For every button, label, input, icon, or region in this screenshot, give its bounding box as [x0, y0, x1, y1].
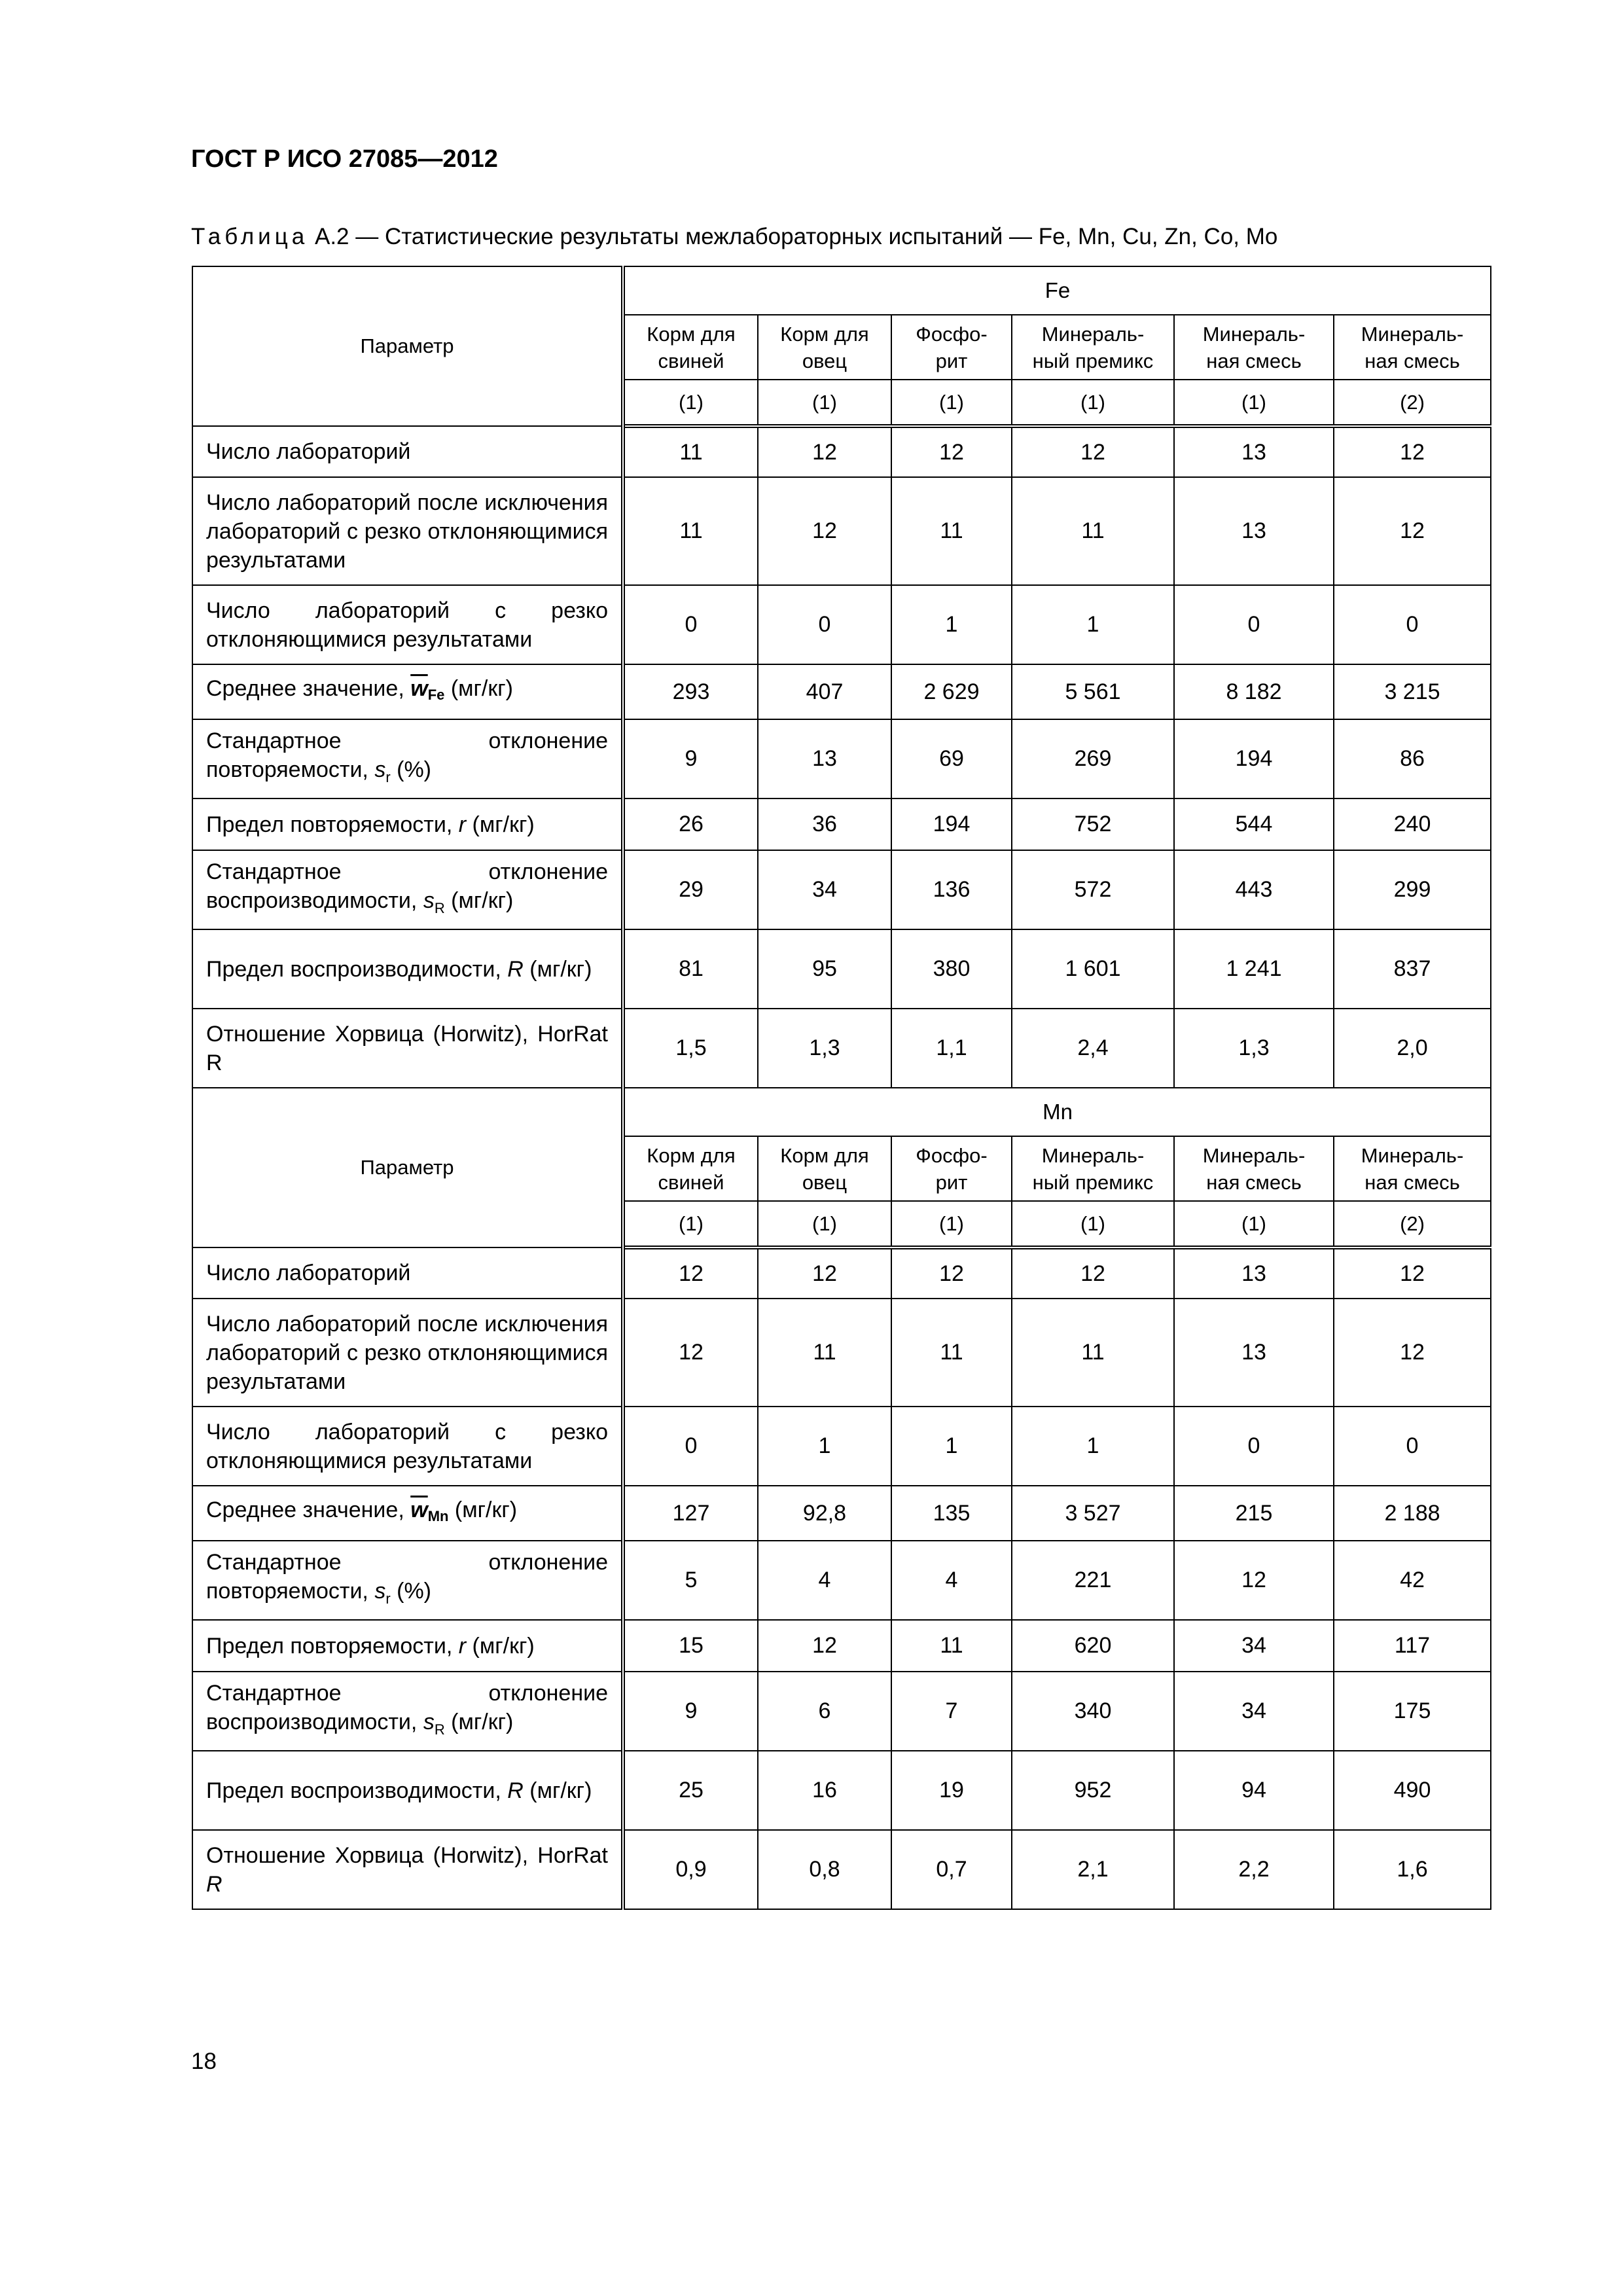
- value-cell: 94: [1174, 1751, 1334, 1830]
- value-cell: 221: [1012, 1541, 1174, 1620]
- value-cell: 0: [758, 585, 891, 664]
- value-cell: 4: [891, 1541, 1012, 1620]
- value-cell: 0: [1334, 1407, 1491, 1486]
- value-cell: 752: [1012, 798, 1174, 850]
- row-horrat: [192, 1830, 1491, 1909]
- value-cell: 11: [623, 426, 758, 477]
- sample-number: (1): [891, 1201, 1012, 1247]
- row-label: Стандартное отклонение повторяемости, $s_r$ (%): [192, 1541, 623, 1620]
- row-mean: [192, 664, 1491, 719]
- value-cell: 5: [623, 1541, 758, 1620]
- value-cell: 1 601: [1012, 929, 1174, 1009]
- mn-section: [192, 1088, 1491, 1909]
- sample-number: (1): [1174, 1201, 1334, 1247]
- value-cell: 340: [1012, 1672, 1174, 1751]
- row-after-exclusion: [192, 1299, 1491, 1407]
- value-cell: 15: [623, 1620, 758, 1672]
- value-cell: 1: [891, 585, 1012, 664]
- value-cell: 13: [758, 719, 891, 798]
- value-cell: 3 215: [1334, 664, 1491, 719]
- value-cell: 0: [1174, 1407, 1334, 1486]
- value-cell: 1: [1012, 1407, 1174, 1486]
- value-cell: 13: [1174, 477, 1334, 585]
- sample-header: Фосфо- рит: [891, 315, 1012, 380]
- value-cell: 1 241: [1174, 929, 1334, 1009]
- value-cell: 194: [1174, 719, 1334, 798]
- value-cell: 1,3: [1174, 1009, 1334, 1088]
- value-cell: 12: [758, 1620, 891, 1672]
- sample-header: Корм для свиней: [623, 1136, 758, 1201]
- sample-number: (1): [623, 1201, 758, 1247]
- element-subscript: Fe: [427, 687, 445, 703]
- row-label: Число лабораторий: [192, 426, 623, 477]
- row-label: Число лабораторий после исключения лабораторий с резко отклоняющимися результатами: [192, 477, 623, 585]
- caption-prefix: Таблица: [191, 224, 309, 249]
- sample-number: (1): [1012, 380, 1174, 426]
- sample-number: (1): [891, 380, 1012, 426]
- value-cell: 2,1: [1012, 1830, 1174, 1909]
- element-header: Fe: [623, 266, 1491, 315]
- value-cell: 12: [623, 1299, 758, 1407]
- value-cell: 25: [623, 1751, 758, 1830]
- row-reproducibility-limit: [192, 1751, 1491, 1830]
- value-cell: 12: [1012, 1247, 1174, 1299]
- value-cell: 34: [1174, 1672, 1334, 1751]
- sample-header: Минераль- ный премикс: [1012, 315, 1174, 380]
- sample-number: (1): [623, 380, 758, 426]
- row-outliers: [192, 1407, 1491, 1486]
- row-outliers: [192, 585, 1491, 664]
- value-cell: 7: [891, 1672, 1012, 1751]
- row-repeatability-sd: [192, 1541, 1491, 1620]
- sample-number: (2): [1334, 1201, 1491, 1247]
- value-cell: 13: [1174, 1299, 1334, 1407]
- mean-symbol: $\overline{w}$: [410, 676, 428, 701]
- value-cell: 12: [623, 1247, 758, 1299]
- value-cell: 13: [1174, 426, 1334, 477]
- value-cell: 407: [758, 664, 891, 719]
- row-label: Число лабораторий с резко отклоняющимися результатами: [192, 585, 623, 664]
- sample-header: Корм для овец: [758, 1136, 891, 1201]
- row-label: Стандартное отклонение повторяемости, $s_r$ (%): [192, 719, 623, 798]
- caption-text: А.2 — Статистические результаты межлабораторных испытаний — Fe, Mn, Cu, Zn, Co, Mo: [314, 224, 1278, 249]
- value-cell: 95: [758, 929, 891, 1009]
- row-label: Предел повторяемости, r (мг/кг): [192, 798, 623, 850]
- sample-header: Минераль- ная смесь: [1174, 1136, 1334, 1201]
- element-header: Mn: [623, 1088, 1491, 1136]
- value-cell: 42: [1334, 1541, 1491, 1620]
- sample-number: (1): [758, 380, 891, 426]
- value-cell: 1: [1012, 585, 1174, 664]
- row-label: Предел воспроизводимости, R (мг/кг): [192, 1751, 623, 1830]
- row-reproducibility-sd: [192, 1672, 1491, 1751]
- value-cell: 240: [1334, 798, 1491, 850]
- value-cell: 135: [891, 1486, 1012, 1541]
- value-cell: 16: [758, 1751, 891, 1830]
- row-label: Среднее значение, $\overline{w}Mn$ (мг/кг): [192, 1486, 623, 1541]
- table-caption: [191, 224, 1277, 250]
- value-cell: 380: [891, 929, 1012, 1009]
- sample-header: Минераль- ный премикс: [1012, 1136, 1174, 1201]
- value-cell: 117: [1334, 1620, 1491, 1672]
- value-cell: 0,8: [758, 1830, 891, 1909]
- value-cell: 12: [1334, 1299, 1491, 1407]
- value-cell: 0,9: [623, 1830, 758, 1909]
- statistics-table: [192, 266, 1491, 1910]
- row-label: Отношение Хорвица (Horwitz), HorRat R: [192, 1830, 623, 1909]
- value-cell: 572: [1012, 850, 1174, 929]
- row-horrat: [192, 1009, 1491, 1088]
- value-cell: 11: [758, 1299, 891, 1407]
- row-label: Среднее значение, $\overline{w}Fe$ (мг/кг): [192, 664, 623, 719]
- fe-section: [192, 266, 1491, 1088]
- value-cell: 86: [1334, 719, 1491, 798]
- value-cell: 1,6: [1334, 1830, 1491, 1909]
- value-cell: 12: [758, 426, 891, 477]
- row-num-labs: [192, 426, 1491, 477]
- value-cell: 0: [1174, 585, 1334, 664]
- sample-header: Минераль- ная смесь: [1174, 315, 1334, 380]
- parameter-header: Параметр: [192, 266, 623, 426]
- value-cell: 29: [623, 850, 758, 929]
- value-cell: 92,8: [758, 1486, 891, 1541]
- value-cell: 12: [1334, 1247, 1491, 1299]
- value-cell: 215: [1174, 1486, 1334, 1541]
- value-cell: 19: [891, 1751, 1012, 1830]
- sample-header: Минераль- ная смесь: [1334, 1136, 1491, 1201]
- value-cell: 1: [891, 1407, 1012, 1486]
- row-label: Стандартное отклонение воспроизводимости, $s_R$ (мг/кг): [192, 1672, 623, 1751]
- value-cell: 2 629: [891, 664, 1012, 719]
- row-label: Стандартное отклонение воспроизводимости, $s_R$ (мг/кг): [192, 850, 623, 929]
- value-cell: 136: [891, 850, 1012, 929]
- value-cell: 12: [891, 426, 1012, 477]
- value-cell: 11: [891, 1620, 1012, 1672]
- value-cell: 5 561: [1012, 664, 1174, 719]
- row-label: Число лабораторий: [192, 1247, 623, 1299]
- value-cell: 620: [1012, 1620, 1174, 1672]
- value-cell: 2,0: [1334, 1009, 1491, 1088]
- value-cell: 11: [891, 477, 1012, 585]
- value-cell: 490: [1334, 1751, 1491, 1830]
- row-num-labs: [192, 1247, 1491, 1299]
- row-after-exclusion: [192, 477, 1491, 585]
- sample-header: Фосфо- рит: [891, 1136, 1012, 1201]
- value-cell: 12: [1012, 426, 1174, 477]
- value-cell: 34: [1174, 1620, 1334, 1672]
- value-cell: 1,1: [891, 1009, 1012, 1088]
- row-mean: [192, 1486, 1491, 1541]
- row-repeatability-limit: [192, 1620, 1491, 1672]
- value-cell: 0,7: [891, 1830, 1012, 1909]
- sample-number: (1): [758, 1201, 891, 1247]
- row-label: Предел повторяемости, r (мг/кг): [192, 1620, 623, 1672]
- value-cell: 34: [758, 850, 891, 929]
- value-cell: 11: [623, 477, 758, 585]
- row-label: Отношение Хорвица (Horwitz), HorRat R: [192, 1009, 623, 1088]
- value-cell: 299: [1334, 850, 1491, 929]
- mean-symbol: $\overline{w}$: [410, 1498, 428, 1522]
- value-cell: 8 182: [1174, 664, 1334, 719]
- value-cell: 11: [1012, 1299, 1174, 1407]
- sample-number: (2): [1334, 380, 1491, 426]
- sample-header: Корм для овец: [758, 315, 891, 380]
- value-cell: 9: [623, 1672, 758, 1751]
- value-cell: 12: [1334, 477, 1491, 585]
- sample-header: Корм для свиней: [623, 315, 758, 380]
- value-cell: 69: [891, 719, 1012, 798]
- row-label: Число лабораторий с резко отклоняющимися результатами: [192, 1407, 623, 1486]
- sample-number: (1): [1012, 1201, 1174, 1247]
- value-cell: 9: [623, 719, 758, 798]
- value-cell: 952: [1012, 1751, 1174, 1830]
- value-cell: 26: [623, 798, 758, 850]
- value-cell: 12: [891, 1247, 1012, 1299]
- row-reproducibility-sd: [192, 850, 1491, 929]
- element-subscript: Mn: [427, 1508, 449, 1524]
- value-cell: 1,5: [623, 1009, 758, 1088]
- sample-number: (1): [1174, 380, 1334, 426]
- value-cell: 837: [1334, 929, 1491, 1009]
- value-cell: 12: [758, 1247, 891, 1299]
- value-cell: 3 527: [1012, 1486, 1174, 1541]
- value-cell: 11: [1012, 477, 1174, 585]
- page-number: 18: [191, 2049, 217, 2074]
- row-label: Предел воспроизводимости, R (мг/кг): [192, 929, 623, 1009]
- value-cell: 2,2: [1174, 1830, 1334, 1909]
- value-cell: 443: [1174, 850, 1334, 929]
- value-cell: 13: [1174, 1247, 1334, 1299]
- value-cell: 81: [623, 929, 758, 1009]
- row-repeatability-sd: [192, 719, 1491, 798]
- value-cell: 0: [1334, 585, 1491, 664]
- value-cell: 293: [623, 664, 758, 719]
- value-cell: 12: [1334, 426, 1491, 477]
- row-label: Число лабораторий после исключения лабораторий с резко отклоняющимися результатами: [192, 1299, 623, 1407]
- value-cell: 12: [758, 477, 891, 585]
- value-cell: 194: [891, 798, 1012, 850]
- value-cell: 12: [1174, 1541, 1334, 1620]
- value-cell: 544: [1174, 798, 1334, 850]
- value-cell: 6: [758, 1672, 891, 1751]
- value-cell: 127: [623, 1486, 758, 1541]
- value-cell: 1,3: [758, 1009, 891, 1088]
- row-repeatability-limit: [192, 798, 1491, 850]
- value-cell: 2 188: [1334, 1486, 1491, 1541]
- value-cell: 0: [623, 1407, 758, 1486]
- value-cell: 11: [891, 1299, 1012, 1407]
- value-cell: 0: [623, 585, 758, 664]
- value-cell: 269: [1012, 719, 1174, 798]
- sample-header: Минераль- ная смесь: [1334, 315, 1491, 380]
- value-cell: 1: [758, 1407, 891, 1486]
- value-cell: 175: [1334, 1672, 1491, 1751]
- row-reproducibility-limit: [192, 929, 1491, 1009]
- value-cell: 36: [758, 798, 891, 850]
- document-header: ГОСТ Р ИСО 27085—2012: [191, 145, 498, 173]
- value-cell: 2,4: [1012, 1009, 1174, 1088]
- parameter-header: Параметр: [192, 1088, 623, 1247]
- value-cell: 4: [758, 1541, 891, 1620]
